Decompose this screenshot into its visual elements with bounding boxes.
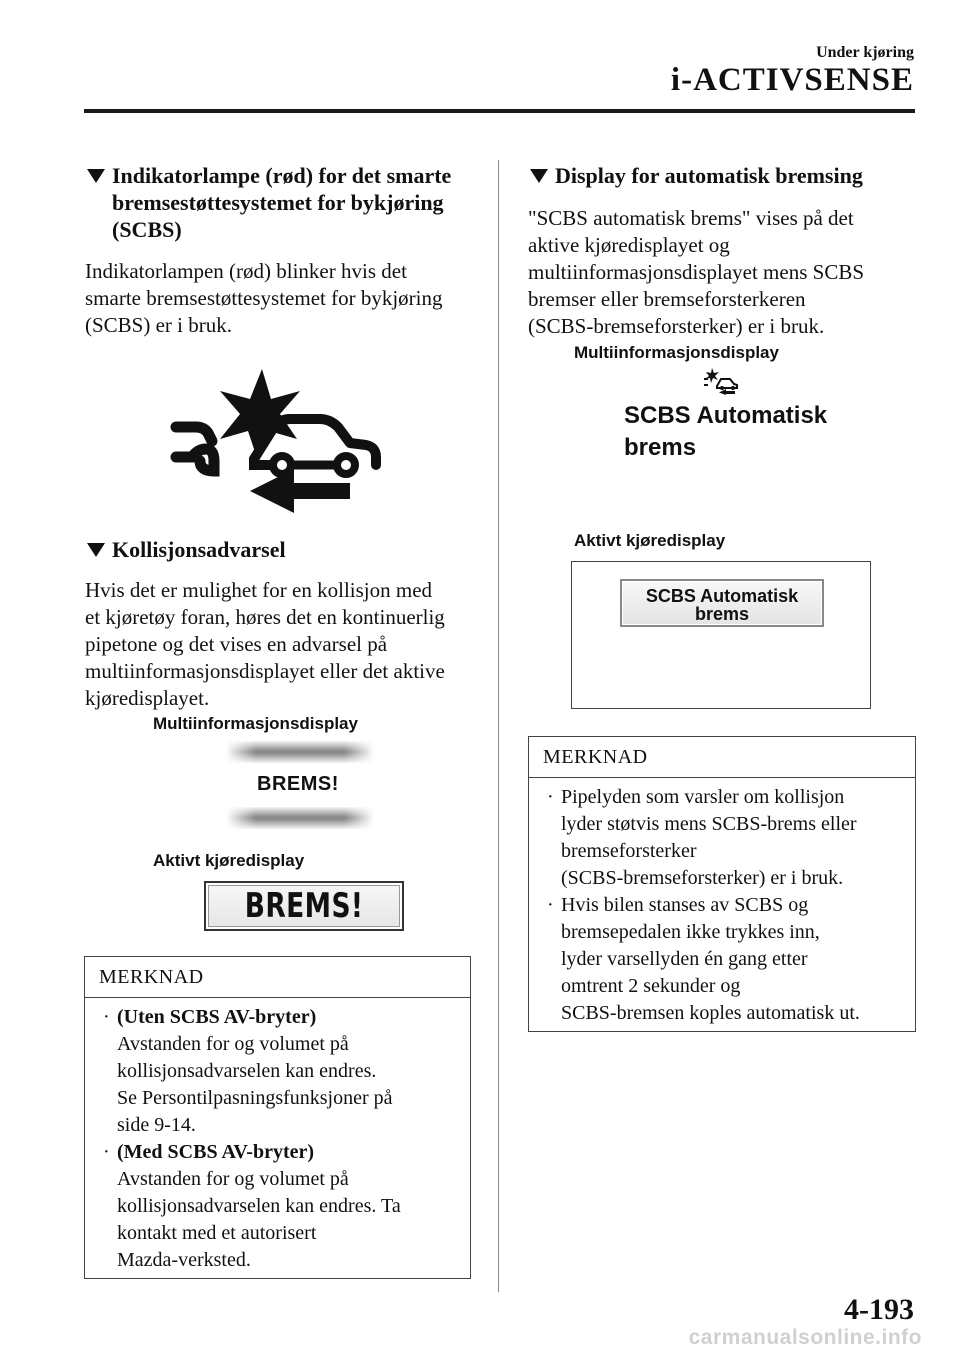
body-line: smarte bremsestøttesystemet for bykjøring	[85, 286, 443, 310]
hud-brems-box	[204, 881, 404, 931]
note-item: · Pipelyden som varsler om kollisjon lyder støtvis mens SCBS-brems eller bremseforsterker (SCBS-bremseforsterker) er i bruk.	[545, 784, 903, 892]
body-line: multiinformasjonsdisplayet mens SCBS	[528, 260, 865, 284]
chapter-title: i-ACTIVSENSE	[670, 62, 914, 98]
note-line: kollisjonsadvarselen kan endres. Ta	[117, 1195, 401, 1217]
hud-brems-text: BREMS!	[244, 886, 364, 926]
note-line: (SCBS-bremseforsterker) er i bruk.	[561, 867, 844, 889]
column-divider	[498, 160, 499, 1292]
display-bar-top	[226, 741, 374, 763]
body-line: aktive kjøredisplayet og	[528, 233, 730, 257]
body-line: kjøredisplayet.	[85, 686, 210, 710]
section-label: Under kjøring	[816, 44, 914, 61]
note-item: · (Med SCBS AV-bryter) Avstanden for og volumet på kollisjonsadvarselen kan endres. Ta kontakt med et autorisert Mazda-verksted.	[101, 1139, 458, 1274]
hud-scbs-box	[620, 579, 824, 627]
message-line: brems	[624, 434, 697, 461]
indicator-body	[85, 258, 490, 339]
heading-triangle-icon	[530, 169, 548, 183]
heading-collision-warning	[87, 536, 487, 563]
note-title: MERKNAD	[529, 737, 915, 778]
body-line: bremser eller bremseforsterkeren	[528, 287, 806, 311]
heading-triangle-icon	[87, 543, 105, 557]
multi-display-label: Multiinformasjonsdisplay	[574, 343, 779, 362]
heading-line: Display for automatisk bremsing	[555, 163, 863, 188]
note-line: Hvis bilen stanses av SCBS og	[561, 894, 809, 916]
body-line: Hvis det er mulighet for en kollisjon med	[85, 578, 433, 602]
note-line: lyder støtvis mens SCBS-brems eller	[561, 813, 857, 835]
note-line: Mazda-verksted.	[117, 1249, 251, 1271]
heading-line: Indikatorlampe (rød) for det smarte	[112, 163, 452, 188]
note-line: kontakt med et autorisert	[117, 1222, 317, 1244]
auto-brake-body	[528, 205, 918, 340]
body-line: pipetone og det vises en advarsel på	[85, 632, 388, 656]
page-number: 4-193	[844, 1293, 914, 1326]
body-line: (SCBS) er i bruk.	[85, 313, 232, 337]
note-line: kollisjonsadvarselen kan endres.	[117, 1060, 377, 1082]
note-box-right	[528, 736, 916, 1032]
header-rule	[84, 109, 915, 113]
note-line: lyder varsellyden én gang etter	[561, 948, 808, 970]
note-line: Pipelyden som varsler om kollisjon	[561, 786, 845, 808]
heading-triangle-icon	[87, 169, 105, 183]
body-line: Indikatorlampen (rød) blinker hvis det	[85, 259, 407, 283]
note-line: bremseforsterker	[561, 840, 697, 862]
note-line: SCBS-bremsen koples automatisk ut.	[561, 1002, 860, 1024]
scbs-indicator-icon	[170, 365, 385, 513]
scbs-small-icon	[703, 367, 739, 395]
body-line: "SCBS automatisk brems" vises på det	[528, 206, 854, 230]
collision-body	[85, 577, 495, 712]
note-line: Se Persontilpasningsfunksjoner på	[117, 1087, 393, 1109]
message-line: SCBS Automatisk	[624, 402, 828, 429]
note-line: Avstanden for og volumet på	[117, 1168, 349, 1190]
body-line: (SCBS-bremseforsterker) er i bruk.	[528, 314, 825, 338]
display-bar-bottom	[226, 807, 374, 829]
heading-line: Kollisjonsadvarsel	[112, 537, 286, 562]
active-display-label: Aktivt kjøredisplay	[574, 531, 726, 550]
note-line: bremsepedalen ikke trykkes inn,	[561, 921, 820, 943]
note-item: · Hvis bilen stanses av SCBS og bremsepedalen ikke trykkes inn, lyder varsellyden én gang etter omtrent 2 sekunder og SCBS-bremsen koples automatisk ut.	[545, 892, 903, 1027]
message-line: SCBS Automatisk	[645, 586, 799, 606]
watermark-text: carmanualsonline.info	[688, 1326, 922, 1349]
note-line: side 9-14.	[117, 1114, 196, 1136]
heading-indicator-lamp	[87, 162, 487, 243]
note-item: · (Uten SCBS AV-bryter) Avstanden for og volumet på kollisjonsadvarselen kan endres. Se Persontilpasningsfunksjoner på side 9-14.	[101, 1004, 458, 1139]
body-line: multiinformasjonsdisplayet eller det aktive	[85, 659, 445, 683]
heading-line: bremsestøttesystemet for bykjøring	[112, 190, 444, 215]
message-line: brems	[694, 604, 750, 624]
brems-message: BREMS!	[257, 773, 339, 795]
note-line: omtrent 2 sekunder og	[561, 975, 741, 997]
multi-display-label: Multiinformasjonsdisplay	[153, 714, 358, 733]
note-item-title: (Uten SCBS AV-bryter)	[117, 1006, 317, 1028]
note-title: MERKNAD	[85, 957, 470, 998]
note-box-left	[84, 956, 471, 1279]
heading-auto-brake-display	[530, 162, 910, 189]
note-item-title: (Med SCBS AV-bryter)	[117, 1141, 315, 1163]
heading-line: (SCBS)	[112, 217, 182, 242]
scbs-auto-brake-message	[624, 400, 827, 464]
body-line: et kjøretøy foran, høres det en kontinuerlig	[85, 605, 445, 629]
active-display-label: Aktivt kjøredisplay	[153, 851, 305, 870]
note-line: Avstanden for og volumet på	[117, 1033, 349, 1055]
